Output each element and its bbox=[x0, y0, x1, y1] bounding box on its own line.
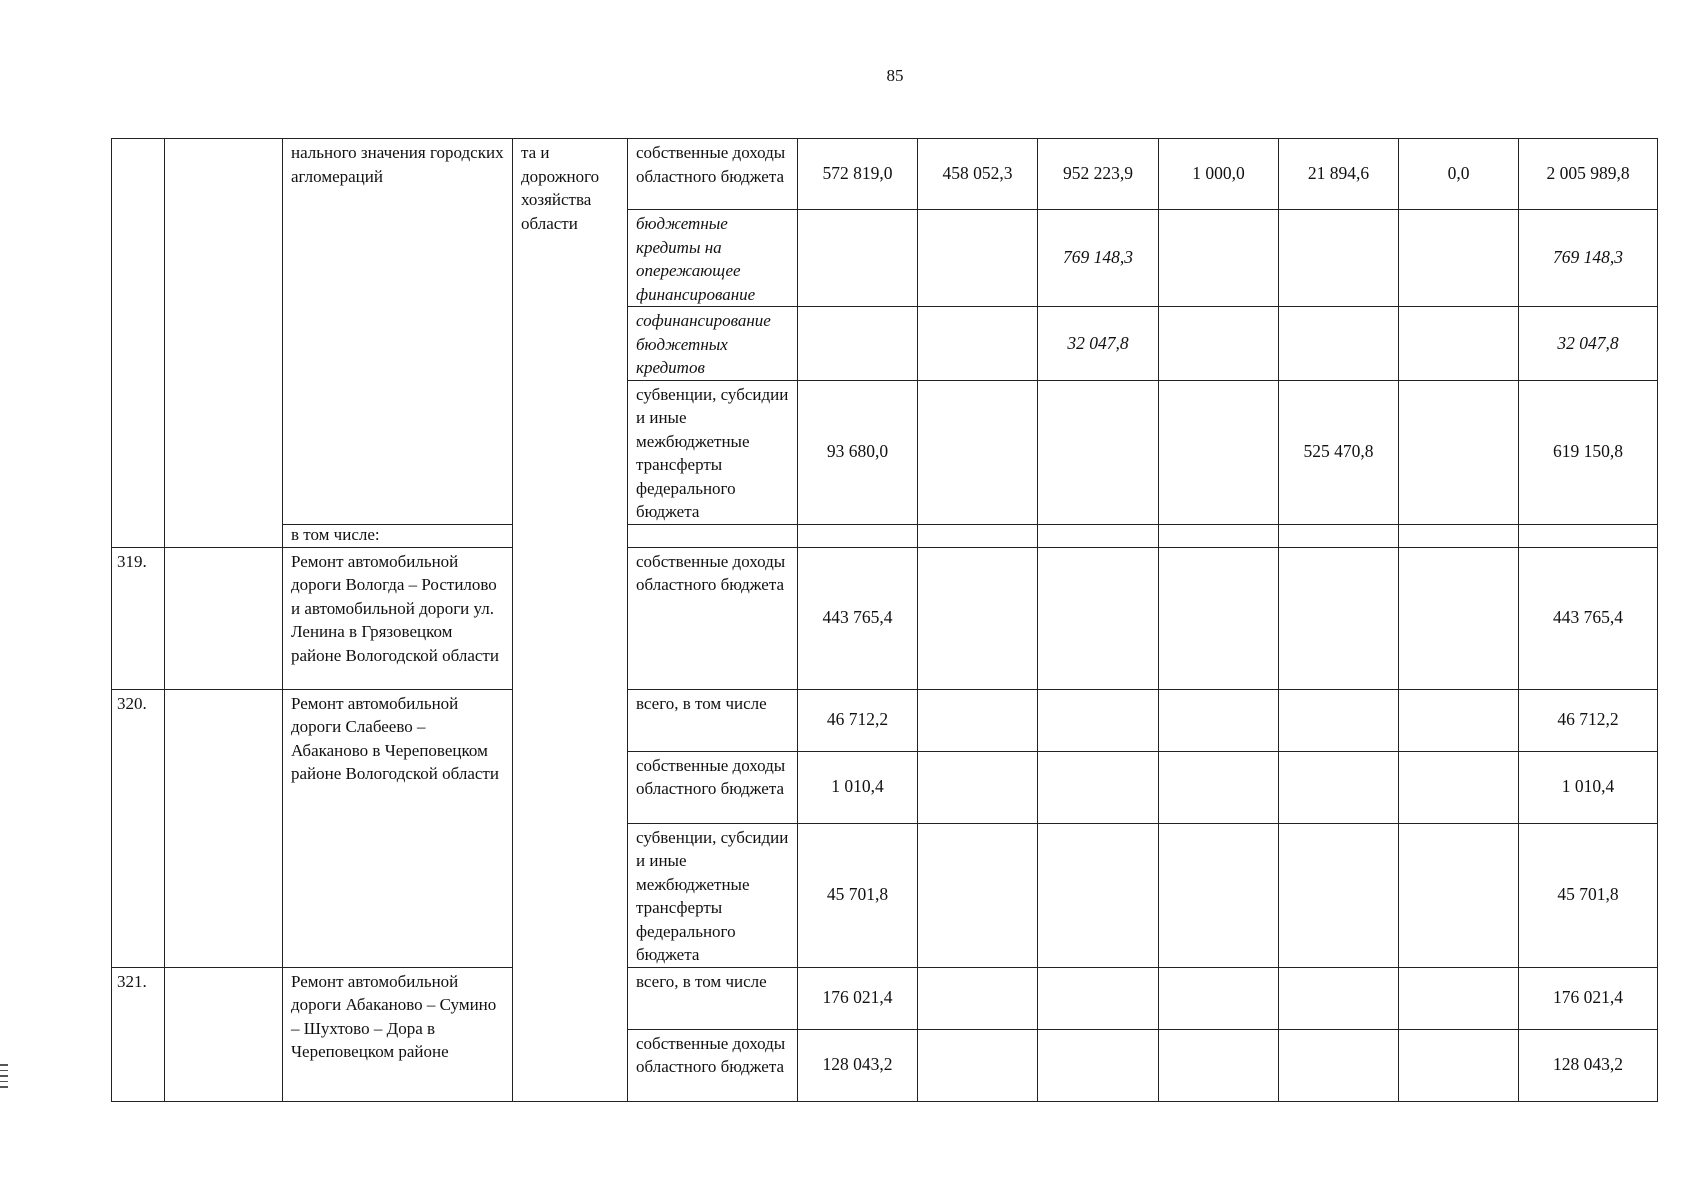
value-cell bbox=[1159, 380, 1279, 524]
value-cell bbox=[1279, 1029, 1399, 1101]
value-cell bbox=[1038, 547, 1159, 689]
funding-source-cell: собственные доходы областного бюджета bbox=[628, 139, 798, 210]
value-cell bbox=[1038, 823, 1159, 967]
code-cell bbox=[165, 139, 283, 548]
total-cell: 619 150,8 bbox=[1519, 380, 1658, 524]
value-cell bbox=[1279, 689, 1399, 751]
budget-table bbox=[111, 138, 1658, 1102]
empty-cell bbox=[1159, 524, 1279, 547]
empty-cell bbox=[1519, 524, 1658, 547]
funding-source-cell: софинансирование бюджетных кредитов bbox=[628, 307, 798, 381]
item-index: 320. bbox=[112, 689, 165, 967]
value-cell bbox=[918, 751, 1038, 823]
value-cell: 769 148,3 bbox=[1038, 210, 1159, 307]
value-cell bbox=[1399, 1029, 1519, 1101]
code-cell bbox=[165, 689, 283, 967]
item-name: Ремонт автомобильной дороги Слабеево – Абаканово в Череповецком районе Вологодской области bbox=[283, 689, 513, 967]
value-cell bbox=[1399, 547, 1519, 689]
value-cell: 1 010,4 bbox=[798, 751, 918, 823]
value-cell: 0,0 bbox=[1399, 139, 1519, 210]
measure-name-cell: нального значения городских агломераций bbox=[283, 139, 513, 525]
funding-source-cell: собственные доходы областного бюджета bbox=[628, 751, 798, 823]
index-cell bbox=[112, 139, 165, 548]
total-cell: 46 712,2 bbox=[1519, 689, 1658, 751]
value-cell bbox=[1159, 751, 1279, 823]
value-cell bbox=[918, 1029, 1038, 1101]
value-cell bbox=[918, 967, 1038, 1029]
value-cell bbox=[1159, 823, 1279, 967]
value-cell bbox=[1279, 307, 1399, 381]
table-row bbox=[112, 689, 1658, 751]
value-cell bbox=[1038, 1029, 1159, 1101]
item-index: 321. bbox=[112, 967, 165, 1101]
empty-cell bbox=[918, 524, 1038, 547]
value-cell bbox=[1159, 689, 1279, 751]
table-row bbox=[112, 967, 1658, 1029]
total-cell: 769 148,3 bbox=[1519, 210, 1658, 307]
funding-source-cell: бюджетные кредиты на опережающее финансирование bbox=[628, 210, 798, 307]
value-cell bbox=[1399, 823, 1519, 967]
total-cell: 443 765,4 bbox=[1519, 547, 1658, 689]
value-cell: 1 000,0 bbox=[1159, 139, 1279, 210]
value-cell bbox=[1399, 307, 1519, 381]
table-row bbox=[112, 547, 1658, 689]
code-cell bbox=[165, 547, 283, 689]
value-cell bbox=[918, 689, 1038, 751]
value-cell bbox=[1038, 751, 1159, 823]
item-name: Ремонт автомобильной дороги Абаканово – Сумино – Шухтово – Дора в Череповецком районе bbox=[283, 967, 513, 1101]
value-cell bbox=[1399, 210, 1519, 307]
value-cell: 525 470,8 bbox=[1279, 380, 1399, 524]
value-cell bbox=[1399, 751, 1519, 823]
value-cell bbox=[1159, 307, 1279, 381]
funding-source-cell: субвенции, субсидии и иные межбюджетные трансферты федерального бюджета bbox=[628, 380, 798, 524]
value-cell bbox=[1399, 380, 1519, 524]
table-row bbox=[112, 524, 1658, 547]
item-name: Ремонт автомобильной дороги Вологда – Ростилово и автомобильной дороги ул. Ленина в Грязовецком районе Вологодской области bbox=[283, 547, 513, 689]
empty-cell bbox=[798, 524, 918, 547]
value-cell bbox=[798, 210, 918, 307]
total-cell: 2 005 989,8 bbox=[1519, 139, 1658, 210]
value-cell bbox=[918, 547, 1038, 689]
funding-source-cell: собственные доходы областного бюджета bbox=[628, 1029, 798, 1101]
total-cell: 128 043,2 bbox=[1519, 1029, 1658, 1101]
value-cell bbox=[1279, 210, 1399, 307]
value-cell bbox=[1038, 689, 1159, 751]
empty-cell bbox=[628, 524, 798, 547]
value-cell bbox=[918, 823, 1038, 967]
value-cell: 45 701,8 bbox=[798, 823, 918, 967]
value-cell bbox=[918, 380, 1038, 524]
including-label: в том числе: bbox=[283, 524, 513, 547]
empty-cell bbox=[1279, 524, 1399, 547]
value-cell bbox=[1159, 547, 1279, 689]
code-cell bbox=[165, 967, 283, 1101]
value-cell: 952 223,9 bbox=[1038, 139, 1159, 210]
table-row bbox=[112, 139, 1658, 210]
value-cell bbox=[798, 307, 918, 381]
total-cell: 176 021,4 bbox=[1519, 967, 1658, 1029]
value-cell: 458 052,3 bbox=[918, 139, 1038, 210]
funding-source-cell: собственные доходы областного бюджета bbox=[628, 547, 798, 689]
value-cell bbox=[1159, 1029, 1279, 1101]
value-cell: 572 819,0 bbox=[798, 139, 918, 210]
page-number: 85 bbox=[886, 66, 904, 85]
funding-source-cell: всего, в том числе bbox=[628, 967, 798, 1029]
total-cell: 45 701,8 bbox=[1519, 823, 1658, 967]
value-cell: 128 043,2 bbox=[798, 1029, 918, 1101]
value-cell bbox=[1279, 547, 1399, 689]
value-cell bbox=[918, 307, 1038, 381]
value-cell: 21 894,6 bbox=[1279, 139, 1399, 210]
value-cell: 93 680,0 bbox=[798, 380, 918, 524]
value-cell bbox=[1399, 689, 1519, 751]
value-cell bbox=[918, 210, 1038, 307]
scan-edge-marks bbox=[0, 1064, 8, 1098]
item-index: 319. bbox=[112, 547, 165, 689]
value-cell: 46 712,2 bbox=[798, 689, 918, 751]
value-cell bbox=[1279, 751, 1399, 823]
empty-cell bbox=[1399, 524, 1519, 547]
total-cell: 1 010,4 bbox=[1519, 751, 1658, 823]
total-cell: 32 047,8 bbox=[1519, 307, 1658, 381]
executor-cell: та и дорожного хозяйства области bbox=[513, 139, 628, 1102]
value-cell bbox=[1038, 967, 1159, 1029]
value-cell bbox=[1279, 967, 1399, 1029]
funding-source-cell: субвенции, субсидии и иные межбюджетные трансферты федерального бюджета bbox=[628, 823, 798, 967]
value-cell: 443 765,4 bbox=[798, 547, 918, 689]
value-cell bbox=[1279, 823, 1399, 967]
value-cell: 32 047,8 bbox=[1038, 307, 1159, 381]
funding-source-cell: всего, в том числе bbox=[628, 689, 798, 751]
empty-cell bbox=[1038, 524, 1159, 547]
value-cell bbox=[1399, 967, 1519, 1029]
value-cell: 176 021,4 bbox=[798, 967, 918, 1029]
value-cell bbox=[1159, 210, 1279, 307]
value-cell bbox=[1038, 380, 1159, 524]
value-cell bbox=[1159, 967, 1279, 1029]
